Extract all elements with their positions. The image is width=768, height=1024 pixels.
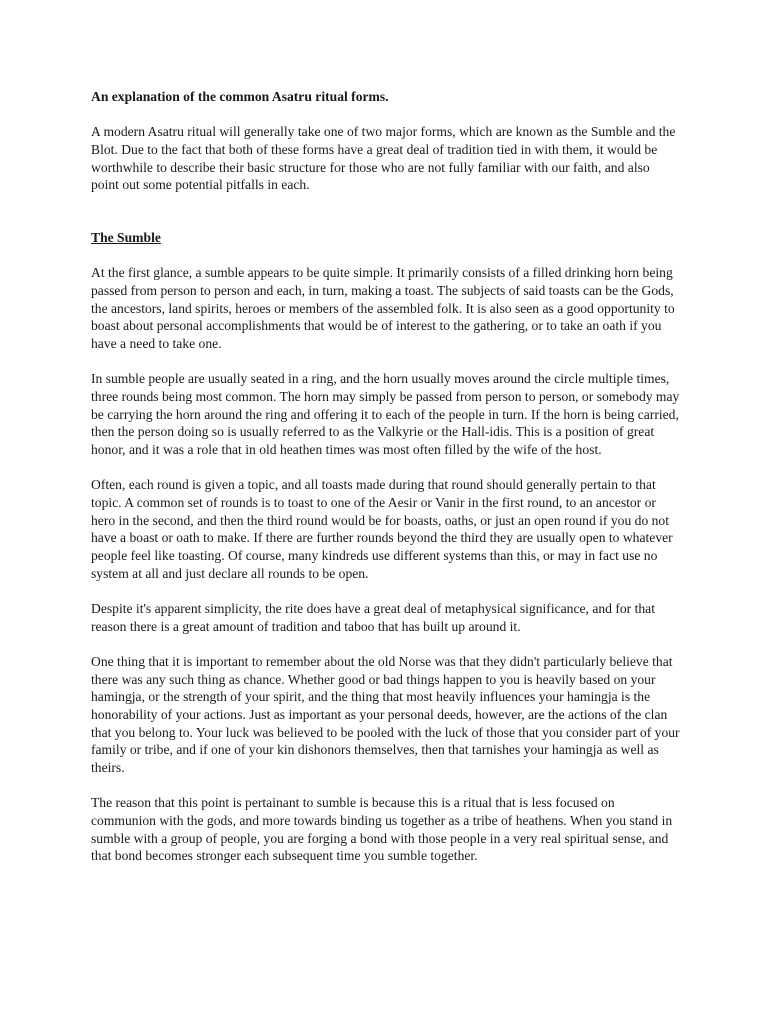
- body-paragraph: In sumble people are usually seated in a ring, and the horn usually moves around the circle multiple times, three rounds being most common. The horn may simply be passed from person to person, or somebody may be carrying the horn around the ring and offering it to each of the people in turn. If the horn is being carried, then the person doing so is usually referred to as the Valkyrie or the Hall-idis. This is a position of great honor, and it was a role that in old heathen times was most often filled by the wife of the host.: [91, 371, 680, 458]
- intro-paragraph: A modern Asatru ritual will generally take one of two major forms, which are known as the Sumble and the Blot. Due to the fact that both of these forms have a great deal of tradition tied in with them, it would be worthwhile to describe their basic structure for those who are not fully familiar with our faith, and also point out some potential pitfalls in each.: [91, 124, 676, 193]
- section-heading-sumble: The Sumble: [91, 230, 161, 246]
- body-paragraph: At the first glance, a sumble appears to be quite simple. It primarily consists of a filled drinking horn being passed from person to person and each, in turn, making a toast. The subjects of said toasts can be the Gods, the ancestors, land spirits, heroes or members of the assembled folk. It is also seen as a good opportunity to boast about personal accomplishments that would be of interest to the gathering, or to take an oath if you have a need to take one.: [91, 265, 675, 352]
- body-paragraph: Often, each round is given a topic, and all toasts made during that round should generally pertain to that topic. A common set of rounds is to toast to one of the Aesir or Vanir in the first round, to an ancestor or hero in the second, and then the third round would be for boasts, oaths, or just an open round if you do not have a boast or oath to make. If there are further rounds beyond the third they are usually open to whatever people feel like toasting. Of course, many kindreds use different systems than this, or may in fact use no system at all and just declare all rounds to be open.: [91, 477, 673, 581]
- body-paragraph: The reason that this point is pertainant to sumble is because this is a ritual that is less focused on communion with the gods, and more towards binding us together as a tribe of heathens. When you stand in sumble with a group of people, you are forging a bond with those people in a very real spiritual sense, and that bond becomes stronger each subsequent time you sumble together.: [91, 795, 673, 864]
- document-page: [91, 88, 681, 883]
- section-spacer: [91, 212, 681, 230]
- document-title: An explanation of the common Asatru ritual forms.: [91, 89, 389, 104]
- body-paragraph: One thing that it is important to remember about the old Norse was that they didn't particularly believe that there was any such thing as chance. Whether good or bad things happen to you is heavily based on your hamingja, or the strength of your spirit, and the thing that most heavily influences your hamingja is the honorability of your actions. Just as important as your personal deeds, however, are the actions of the clan that you belong to. Your luck was believed to be pooled with the luck of those that you consider part of your family or tribe, and if one of your kin dishonors themselves, then that tarnishes your hamingja as well as theirs.: [91, 653, 680, 776]
- body-paragraph: Despite it's apparent simplicity, the rite does have a great deal of metaphysical significance, and for that reason there is a great amount of tradition and taboo that has built up around it.: [91, 600, 655, 634]
